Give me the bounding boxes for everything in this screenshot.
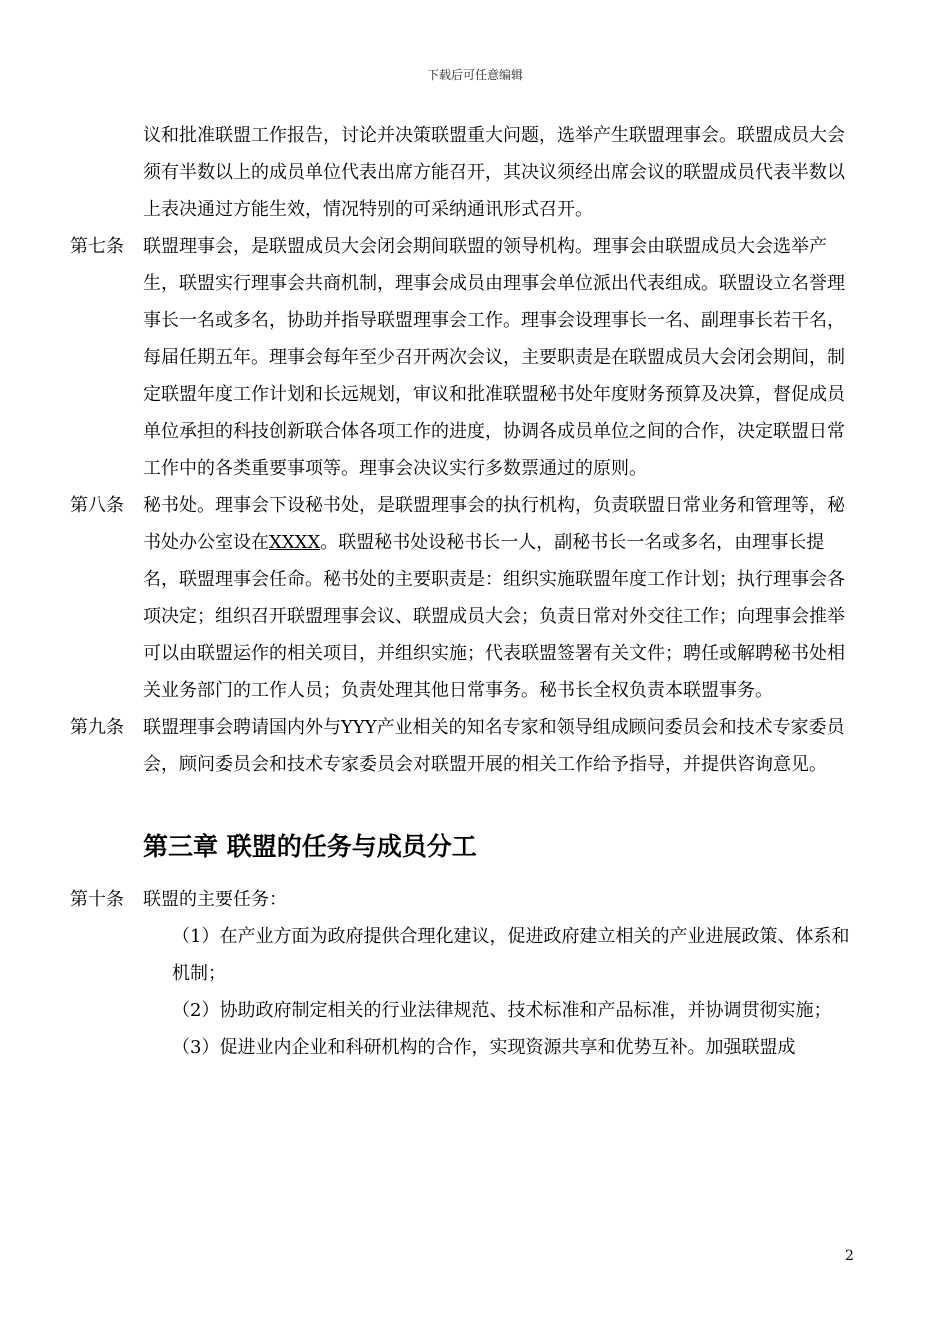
list-item: （3）促进业内企业和科研机构的合作，实现资源共享和优势互补。加强联盟成 — [172, 1037, 796, 1058]
article-text: 联盟理事会聘请国内外与YYY产业相关的知名专家和领导组成顾问委员会和技术专家委员会，顾问委员会和技术专家委员会对联盟开展的相关工作给予指导，并提供咨询意见。 — [143, 717, 845, 775]
article-text: 联盟理事会，是联盟成员大会闭会期间联盟的领导机构。理事会由联盟成员大会选举产生，联盟实行理事会共商机制，理事会成员由理事会单位派出代表组成。联盟设立名誉理事长一名或多名，协助并指导联盟理事会工作。理事会设理事长一名、副理事长若干名，每届任期五年。理事会每年至少召开两次会议，主要职责是在联盟成员大会闭会期间，制定联盟年度工作计划和长远规划，审议和批准联盟秘书处年度财务预算及决算，督促成员单位承担的科技创新联合体各项工作的进度，协调各成员单位之间的合作，决定联盟日常工作中的各类重要事项等。理事会决议实行多数票通过的原则。 — [143, 236, 845, 479]
article-text-part: 秘书处。理事会下设秘书处，是联盟理事会的执行机构，负责联盟日常业务和管理等，秘书处办公室设在 — [143, 495, 845, 553]
document-body — [70, 117, 860, 1066]
continuation-paragraph: 议和批准联盟工作报告，讨论并决策联盟重大问题，选举产生联盟理事会。联盟成员大会须有半数以上的成员单位代表出席方能召开，其决议须经出席会议的联盟成员代表半数以上表决通过方能生效，情况特别的可采纳通讯形式召开。 — [143, 125, 845, 220]
article-10 — [70, 881, 860, 918]
article-label: 第九条 — [70, 717, 124, 738]
article-8 — [70, 487, 860, 709]
article-7 — [70, 228, 860, 487]
article-text-part: 。联盟秘书处设秘书长一人，副秘书长一名或多名，由理事长提名，联盟理事会任命。秘书处的主要职责是：组织实施联盟年度工作计划；执行理事会各项决定；组织召开联盟理事会议、联盟成员大会；负责日常对外交往工作；向理事会推举可以由联盟运作的相关项目，并组织实施；代表联盟签署有关文件；聘任或解聘秘书处相关业务部门的工作人员；负责处理其他日常事务。秘书长全权负责本联盟事务。 — [143, 532, 845, 701]
list-item: （1）在产业方面为政府提供合理化建议，促进政府建立相关的产业进展政策、体系和机制； — [172, 926, 850, 984]
page-header: 下载后可任意编辑 — [426, 68, 523, 82]
article-label: 第七条 — [70, 236, 124, 257]
article-9 — [70, 709, 860, 783]
article-label: 第十条 — [70, 889, 124, 910]
article-text — [143, 487, 860, 709]
list-item: （2）协助政府制定相关的行业法律规范、技术标准和产品标准，并协调贯彻实施； — [172, 1000, 832, 1021]
chapter-heading: 第三章 联盟的任务与成员分工 — [143, 832, 477, 861]
page-number: 2 — [845, 1248, 854, 1264]
office-location: XXXX — [269, 532, 321, 553]
article-text: 联盟的主要任务： — [143, 889, 287, 910]
article-label: 第八条 — [70, 495, 124, 516]
